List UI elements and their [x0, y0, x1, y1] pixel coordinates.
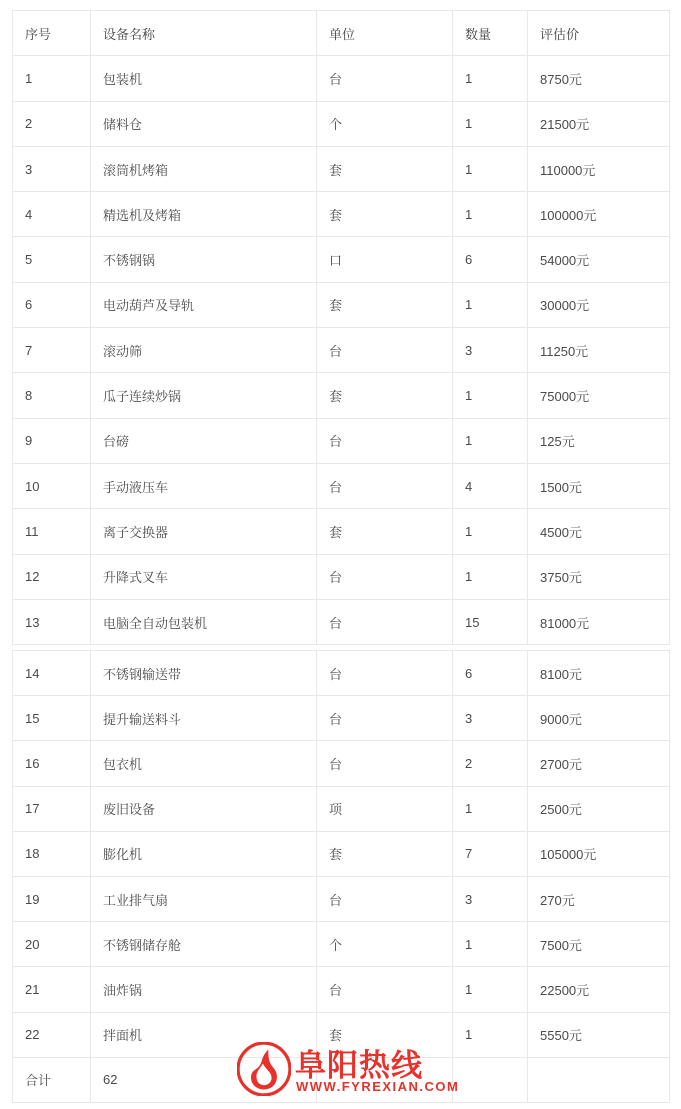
- table-row: [13, 463, 670, 508]
- cell-index: 22: [13, 1012, 91, 1057]
- cell-price: 125元: [528, 418, 670, 463]
- table-row: [13, 237, 670, 282]
- cell-index: 1: [13, 56, 91, 101]
- cell-name: 不锈钢储存舱: [91, 922, 317, 967]
- cell-price: 270元: [528, 876, 670, 921]
- cell-name: 储料仓: [91, 101, 317, 146]
- table-row: [13, 696, 670, 741]
- cell-quantity: 3: [453, 876, 528, 921]
- cell-index: 5: [13, 237, 91, 282]
- cell-price: 11250元: [528, 328, 670, 373]
- cell-quantity: 7: [453, 831, 528, 876]
- cell-quantity: 1: [453, 509, 528, 554]
- cell-price: 54000元: [528, 237, 670, 282]
- table-row: [13, 651, 670, 696]
- cell-name: 油炸锅: [91, 967, 317, 1012]
- cell-name: 电动葫芦及导轨: [91, 282, 317, 327]
- cell-price: 22500元: [528, 967, 670, 1012]
- cell-price: 7500元: [528, 922, 670, 967]
- cell-price: 30000元: [528, 282, 670, 327]
- cell-quantity: 1: [453, 56, 528, 101]
- cell-quantity: 6: [453, 237, 528, 282]
- cell-quantity: 4: [453, 463, 528, 508]
- cell-price: 8750元: [528, 56, 670, 101]
- table-row: [13, 373, 670, 418]
- cell-index: 13: [13, 599, 91, 644]
- cell-name: 离子交换器: [91, 509, 317, 554]
- table-body: [13, 56, 670, 645]
- cell-name: 提升输送料斗: [91, 696, 317, 741]
- cell-quantity: 1: [453, 101, 528, 146]
- cell-name: 不锈钢输送带: [91, 651, 317, 696]
- cell-unit: 套: [317, 831, 453, 876]
- cell-quantity: 3: [453, 328, 528, 373]
- cell-unit: 台: [317, 418, 453, 463]
- cell-quantity: 1: [453, 1012, 528, 1057]
- table-header-row: [13, 11, 670, 56]
- cell-index: 12: [13, 554, 91, 599]
- cell-total-quantity: 62: [91, 1057, 317, 1102]
- cell-price: 8100元: [528, 651, 670, 696]
- cell-name: 台磅: [91, 418, 317, 463]
- cell-unit: 台: [317, 696, 453, 741]
- cell-index: 21: [13, 967, 91, 1012]
- table-row: [13, 967, 670, 1012]
- cell-unit: 台: [317, 328, 453, 373]
- cell-quantity: 1: [453, 786, 528, 831]
- cell-quantity: [453, 1057, 528, 1102]
- cell-total-label: 合计: [13, 1057, 91, 1102]
- cell-unit: 台: [317, 554, 453, 599]
- cell-price: 5550元: [528, 1012, 670, 1057]
- cell-index: 2: [13, 101, 91, 146]
- cell-name: 滚动筛: [91, 328, 317, 373]
- cell-index: 11: [13, 509, 91, 554]
- column-header-appraised-price: 评估价: [528, 11, 670, 56]
- cell-price: 4500元: [528, 509, 670, 554]
- table-header: [13, 11, 670, 56]
- cell-name: 包装机: [91, 56, 317, 101]
- cell-unit: 口: [317, 237, 453, 282]
- cell-unit: 台: [317, 967, 453, 1012]
- cell-price: 21500元: [528, 101, 670, 146]
- cell-name: 瓜子连续炒锅: [91, 373, 317, 418]
- column-header-unit: 单位: [317, 11, 453, 56]
- table-row: [13, 509, 670, 554]
- table-row: [13, 146, 670, 191]
- table-row: [13, 922, 670, 967]
- equipment-table-part-one: [12, 10, 670, 645]
- cell-unit: 个: [317, 101, 453, 146]
- table-row: [13, 554, 670, 599]
- cell-price: 3750元: [528, 554, 670, 599]
- cell-quantity: 1: [453, 146, 528, 191]
- cell-name: 包衣机: [91, 741, 317, 786]
- table-row: [13, 192, 670, 237]
- cell-quantity: 1: [453, 967, 528, 1012]
- watermark-title: 阜阳热线: [295, 1048, 423, 1083]
- cell-unit: 套: [317, 1012, 453, 1057]
- cell-index: 10: [13, 463, 91, 508]
- cell-index: 19: [13, 876, 91, 921]
- cell-quantity: 1: [453, 282, 528, 327]
- column-header-index: 序号: [13, 11, 91, 56]
- cell-unit: 个: [317, 922, 453, 967]
- table-row: [13, 831, 670, 876]
- cell-index: 8: [13, 373, 91, 418]
- cell-price: 105000元: [528, 831, 670, 876]
- cell-quantity: 2: [453, 741, 528, 786]
- cell-name: 手动液压车: [91, 463, 317, 508]
- cell-name: 不锈钢锅: [91, 237, 317, 282]
- cell-index: 16: [13, 741, 91, 786]
- cell-unit: 台: [317, 56, 453, 101]
- cell-name: 电脑全自动包装机: [91, 599, 317, 644]
- table-row: [13, 101, 670, 146]
- cell-index: 14: [13, 651, 91, 696]
- cell-index: 9: [13, 418, 91, 463]
- table-total-row: [13, 1057, 670, 1102]
- table-row: [13, 282, 670, 327]
- cell-unit: 台: [317, 651, 453, 696]
- cell-quantity: 15: [453, 599, 528, 644]
- table-row: [13, 786, 670, 831]
- table-body: [13, 651, 670, 1103]
- cell-index: 20: [13, 922, 91, 967]
- cell-price: 100000元: [528, 192, 670, 237]
- equipment-table-part-two: [12, 650, 670, 1103]
- cell-price: 75000元: [528, 373, 670, 418]
- cell-unit: 台: [317, 876, 453, 921]
- column-header-quantity: 数量: [453, 11, 528, 56]
- cell-unit: 套: [317, 282, 453, 327]
- cell-index: 15: [13, 696, 91, 741]
- cell-name: 废旧设备: [91, 786, 317, 831]
- cell-unit: 套: [317, 146, 453, 191]
- cell-quantity: 1: [453, 373, 528, 418]
- cell-name: 拌面机: [91, 1012, 317, 1057]
- cell-unit: 套: [317, 192, 453, 237]
- cell-unit: 套: [317, 373, 453, 418]
- cell-price: 9000元: [528, 696, 670, 741]
- cell-name: 升降式叉车: [91, 554, 317, 599]
- cell-quantity: 1: [453, 922, 528, 967]
- cell-quantity: 6: [453, 651, 528, 696]
- cell-unit: 台: [317, 599, 453, 644]
- cell-index: 7: [13, 328, 91, 373]
- cell-index: 3: [13, 146, 91, 191]
- table-row: [13, 56, 670, 101]
- cell-quantity: 1: [453, 554, 528, 599]
- table-row: [13, 599, 670, 644]
- cell-index: 6: [13, 282, 91, 327]
- cell-unit: 套: [317, 509, 453, 554]
- cell-name: 精选机及烤箱: [91, 192, 317, 237]
- cell-index: 4: [13, 192, 91, 237]
- table-row: [13, 741, 670, 786]
- cell-name: 滚筒机烤箱: [91, 146, 317, 191]
- table-row: [13, 876, 670, 921]
- cell-name: 膨化机: [91, 831, 317, 876]
- cell-price: 2700元: [528, 741, 670, 786]
- column-header-equipment-name: 设备名称: [91, 11, 317, 56]
- table-row: [13, 328, 670, 373]
- cell-unit: 台: [317, 463, 453, 508]
- cell-quantity: 1: [453, 192, 528, 237]
- cell-price: [528, 1057, 670, 1102]
- watermark-url: WWW.FYREXIAN.COM: [296, 1079, 460, 1094]
- cell-price: 81000元: [528, 599, 670, 644]
- cell-unit: [317, 1057, 453, 1102]
- cell-quantity: 1: [453, 418, 528, 463]
- cell-index: 18: [13, 831, 91, 876]
- table-row: [13, 1012, 670, 1057]
- cell-price: 2500元: [528, 786, 670, 831]
- cell-price: 1500元: [528, 463, 670, 508]
- cell-unit: 项: [317, 786, 453, 831]
- cell-price: 110000元: [528, 146, 670, 191]
- cell-index: 17: [13, 786, 91, 831]
- table-row: [13, 418, 670, 463]
- cell-name: 工业排气扇: [91, 876, 317, 921]
- cell-unit: 台: [317, 741, 453, 786]
- cell-quantity: 3: [453, 696, 528, 741]
